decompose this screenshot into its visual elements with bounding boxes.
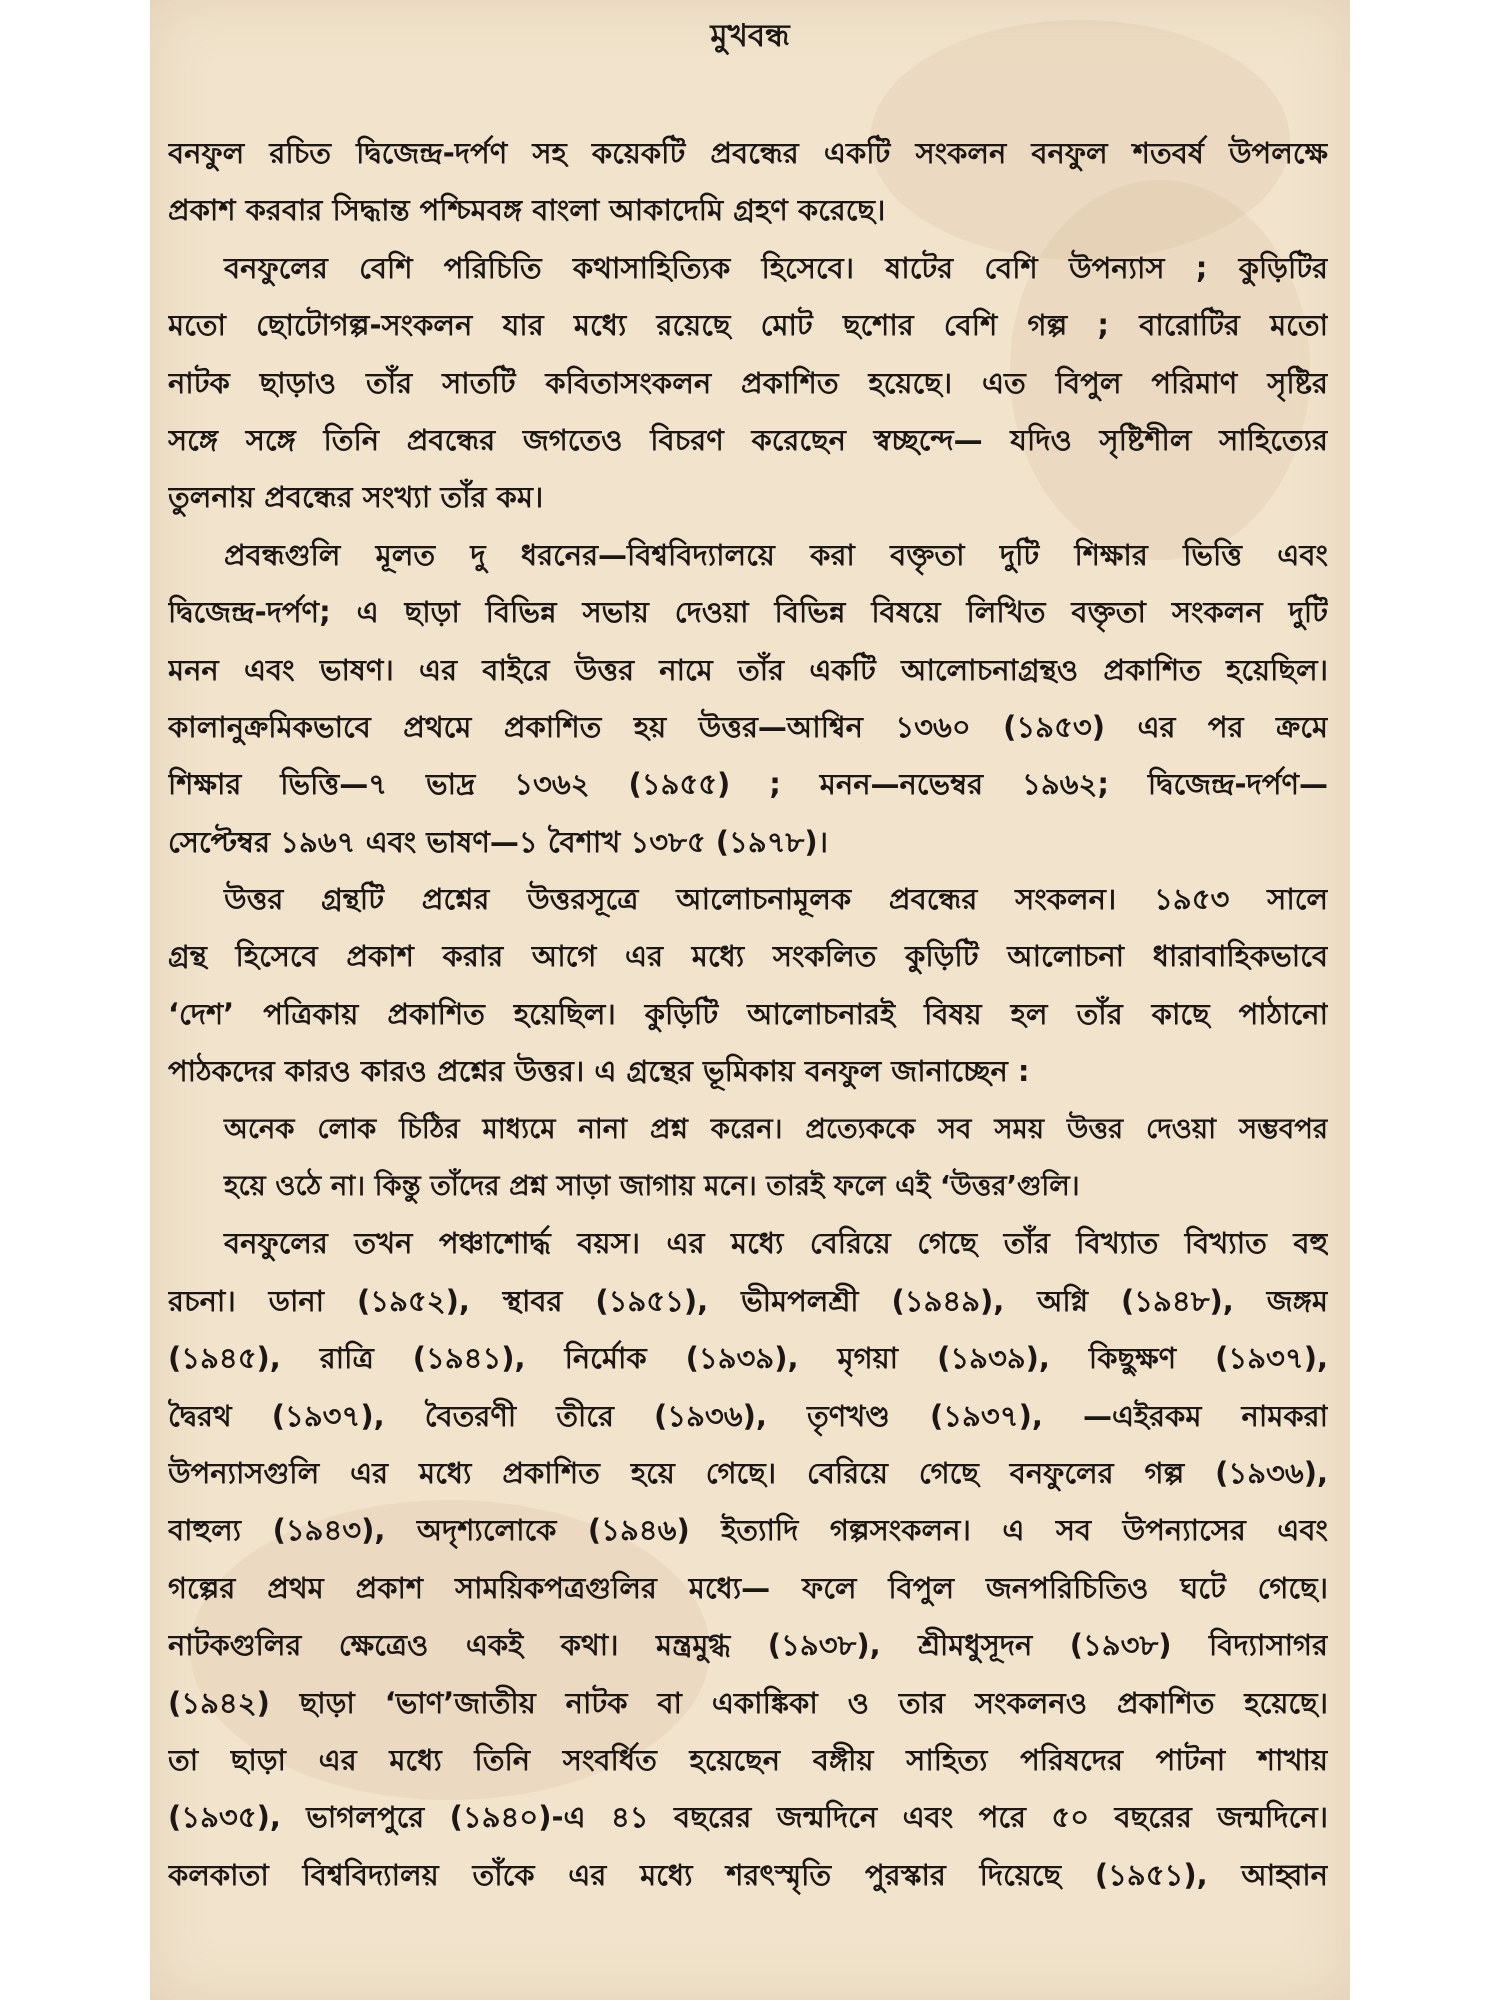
text-line: তুলনায় প্রবন্ধের সংখ্যা তাঁর কম।	[168, 480, 544, 515]
text-line: মনন এবং ভাষণ। এর বাইরে উত্তর নামে তাঁর একটি আলোচনাগ্রন্থও প্রকাশিত হয়েছিল।	[168, 652, 1328, 687]
text-line: দ্বৈরথ (১৯৩৭), বৈতরণী তীরে (১৯৩৬), তৃণখণ্ড (১৯৩৭), —এইরকম নামকরা	[168, 1398, 1328, 1433]
text-line: প্রকাশ করবার সিদ্ধান্ত পশ্চিমবঙ্গ বাংলা আকাদেমি গ্রহণ করেছে।	[168, 193, 886, 228]
text-line: গ্রন্থ হিসেবে প্রকাশ করার আগে এর মধ্যে সংকলিত কুড়িটি আলোচনা ধারাবাহিকভাবে	[168, 939, 1328, 974]
text-line: বনফুলের তখন পঞ্চাশোর্দ্ধ বয়স। এর মধ্যে বেরিয়ে গেছে তাঁর বিখ্যাত বিখ্যাত বহু	[224, 1226, 1328, 1261]
text-line: প্রবন্ধগুলি মূলত দু ধরনের—বিশ্ববিদ্যালয়ে করা বক্তৃতা দুটি শিক্ষার ভিত্তি এবং	[224, 537, 1328, 572]
text-line: রচনা। ডানা (১৯৫২), স্থাবর (১৯৫১), ভীমপলশ্রী (১৯৪৯), অগ্নি (১৯৪৮), জঙ্গম	[168, 1283, 1328, 1318]
text-line: (১৯৩৫), ভাগলপুরে (১৯৪০)-এ ৪১ বছরের জন্মদিনে এবং পরে ৫০ বছরের জন্মদিনে।	[168, 1800, 1328, 1835]
text-line: বাহুল্য (১৯৪৩), অদৃশ্যলোকে (১৯৪৬) ইত্যাদি গল্পসংকলন। এ সব উপন্যাসের এবং	[168, 1513, 1328, 1548]
quote-line: অনেক লোক চিঠির মাধ্যমে নানা প্রশ্ন করেন। প্রত্যেককে সব সময় উত্তর দেওয়া সম্ভবপর	[224, 1112, 1328, 1145]
text-line: উপন্যাসগুলি এর মধ্যে প্রকাশিত হয়ে গেছে। বেরিয়ে গেছে বনফুলের গল্প (১৯৩৬),	[168, 1455, 1328, 1490]
text-line: নাটকগুলির ক্ষেত্রেও একই কথা। মন্ত্রমুগ্ধ (১৯৩৮), শ্রীমধুসূদন (১৯৩৮) বিদ্যাসাগর	[168, 1628, 1328, 1663]
text-line: শিক্ষার ভিত্তি—৭ ভাদ্র ১৩৬২ (১৯৫৫) ; মনন—নভেম্বর ১৯৬২; দ্বিজেন্দ্র-দর্পণ—	[168, 767, 1328, 802]
text-line: দ্বিজেন্দ্র-দর্পণ; এ ছাড়া বিভিন্ন সভায় দেওয়া বিভিন্ন বিষয়ে লিখিত বক্তৃতা সংকলন দুটি	[168, 595, 1328, 630]
text-line: উত্তর গ্রন্থটি প্রশ্নের উত্তরসূত্রে আলোচনামূলক প্রবন্ধের সংকলন। ১৯৫৩ সালে	[224, 882, 1328, 917]
text-line: নাটক ছাড়াও তাঁর সাতটি কবিতাসংকলন প্রকাশিত হয়েছে। এত বিপুল পরিমাণ সৃষ্টির	[168, 365, 1328, 400]
text-line: (১৯৪২) ছাড়া ‘ভাণ’জাতীয় নাটক বা একাঙ্কিকা ও তার সংকলনও প্রকাশিত হয়েছে।	[168, 1685, 1328, 1720]
book-page	[150, 0, 1350, 2000]
page-title: মুখবন্ধ	[710, 18, 790, 54]
text-line: সঙ্গে সঙ্গে তিনি প্রবন্ধের জগতেও বিচরণ করেছেন স্বচ্ছন্দে— যদিও সৃষ্টিশীল সাহিত্যের	[168, 422, 1328, 457]
text-line: (১৯৪৫), রাত্রি (১৯৪১), নির্মোক (১৯৩৯), মৃগয়া (১৯৩৯), কিছুক্ষণ (১৯৩৭),	[168, 1341, 1328, 1376]
text-line: ‘দেশ’ পত্রিকায় প্রকাশিত হয়েছিল। কুড়িটি আলোচনারই বিষয় হল তাঁর কাছে পাঠানো	[168, 996, 1328, 1031]
quote-line: হয়ে ওঠে না। কিন্তু তাঁদের প্রশ্ন সাড়া জাগায় মনে। তারই ফলে এই ‘উত্তর’গুলি।	[224, 1170, 1080, 1203]
text-line: তা ছাড়া এর মধ্যে তিনি সংবর্ধিত হয়েছেন বঙ্গীয় সাহিত্য পরিষদের পাটনা শাখায়	[168, 1742, 1328, 1777]
text-line: সেপ্টেম্বর ১৯৬৭ এবং ভাষণ—১ বৈশাখ ১৩৮৫ (১৯৭৮)।	[168, 824, 828, 859]
text-line: বনফুলের বেশি পরিচিতি কথাসাহিত্যিক হিসেবে। ষাটের বেশি উপন্যাস ; কুড়িটির	[224, 250, 1328, 285]
text-line: পাঠকদের কারও কারও প্রশ্নের উত্তর। এ গ্রন্থের ভূমিকায় বনফুল জানাচ্ছেন :	[168, 1054, 1030, 1089]
text-line: গল্পের প্রথম প্রকাশ সাময়িকপত্রগুলির মধ্যে— ফলে বিপুল জনপরিচিতিও ঘটে গেছে।	[168, 1570, 1328, 1605]
text-line: কলকাতা বিশ্ববিদ্যালয় তাঁকে এর মধ্যে শরৎস্মৃতি পুরস্কার দিয়েছে (১৯৫১), আহ্বান	[168, 1857, 1328, 1892]
body-text	[168, 125, 1328, 1904]
text-line: মতো ছোটোগল্প-সংকলন যার মধ্যে রয়েছে মোট ছশোর বেশি গল্প ; বারোটির মতো	[168, 308, 1328, 343]
text-line: বনফুল রচিত দ্বিজেন্দ্র-দর্পণ সহ কয়েকটি প্রবন্ধের একটি সংকলন বনফুল শতবর্ষ উপলক্ষে	[168, 136, 1328, 170]
text-line: কালানুক্রমিকভাবে প্রথমে প্রকাশিত হয় উত্তর—আশ্বিন ১৩৬০ (১৯৫৩) এর পর ক্রমে	[168, 709, 1328, 744]
